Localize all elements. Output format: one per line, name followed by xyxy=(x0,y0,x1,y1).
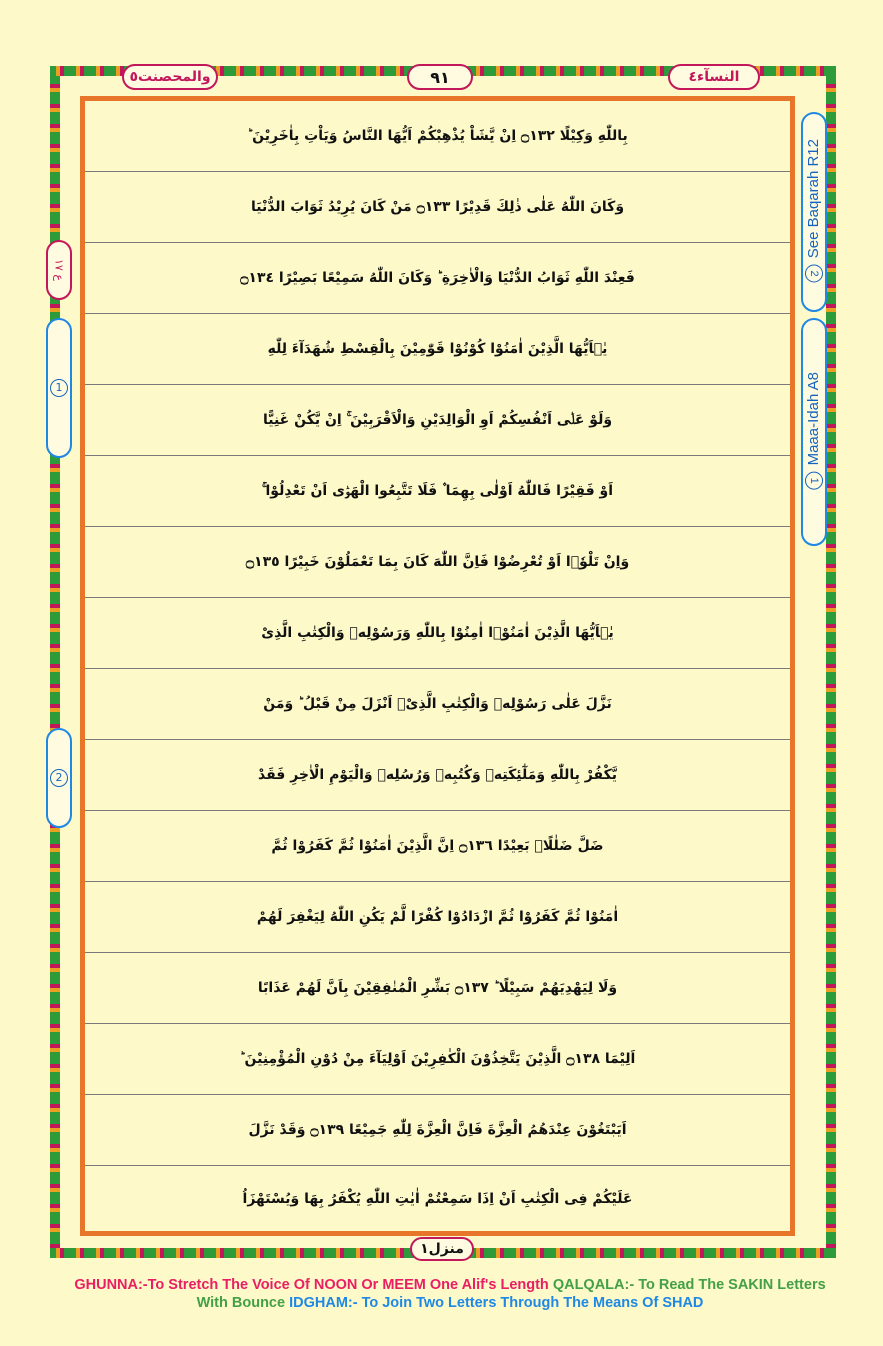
text-frame xyxy=(80,96,795,1236)
note-marker-1: 1 xyxy=(46,318,72,458)
reference-tab-maidah xyxy=(801,318,827,546)
legend-idgham: IDGHAM:- To Join Two Letters Through The Means Of SHAD xyxy=(289,1295,704,1311)
quran-line: اَيَبْتَغُوْنَ عِنْدَهُمُ الْعِزَّةَ فَاِنَّ الْعِزَّةَ لِلّٰهِ جَمِيْعًا ۝١٣٩ وَقَدْ نَزَّلَ xyxy=(85,1095,790,1166)
quran-line: وَلَا لِيَهْدِيَهُمْ سَبِيْلًا ؕ ۝١٣٧ بَشِّرِ الْمُنٰفِقِيْنَ بِاَنَّ لَهُمْ عَذَابًا xyxy=(85,953,790,1024)
tajweed-legend xyxy=(70,1276,830,1312)
ruku-marker: ع ١٧ xyxy=(46,240,72,300)
quran-line: وَكَانَ اللّٰهُ عَلٰى ذٰلِكَ قَدِيْرًا ۝١٣٣ مَنْ كَانَ يُرِيْدُ ثَوَابَ الدُّنْيَا xyxy=(85,172,790,243)
legend-qalqala: QALQALA:- To Read The SAKIN Letters With Bounce xyxy=(196,1277,826,1311)
quran-line: اَوْ فَقِيْرًا فَاللّٰهُ اَوْلٰى بِهِمَا ۫ فَلَا تَتَّبِعُوا الْهَوٰۤى اَنْ تَعْدِلُوْا ۚ xyxy=(85,456,790,527)
ref-number-icon: 2 xyxy=(805,265,823,283)
note-marker-2: 2 xyxy=(46,728,72,828)
reference-tab-baqarah xyxy=(801,112,827,312)
manzil-label: منزل١ xyxy=(410,1237,474,1261)
quran-line: عَلَيْكُمْ فِى الْكِتٰبِ اَنْ اِذَا سَمِعْتُمْ اٰيٰتِ اللّٰهِ يُكْفَرُ بِهَا وَيُسْتَهْزَاُ xyxy=(242,1190,633,1207)
quran-line: ضَلَّ ضَلٰلًاۢ بَعِيْدًا ۝١٣٦ اِنَّ الَّذِيْنَ اٰمَنُوْا ثُمَّ كَفَرُوْا ثُمَّ xyxy=(85,811,790,882)
reference-text: See Baqarah R12 xyxy=(805,139,822,259)
quran-line: يٰۤاَيُّهَا الَّذِيْنَ اٰمَنُوْا كُوْنُوْا قَوّٰمِيْنَ بِالْقِسْطِ شُهَدَآءَ لِلّٰهِ xyxy=(85,314,790,385)
legend-ghunna: GHUNNA:-To Stretch The Voice Of NOON Or MEEM One Alif's Length xyxy=(74,1277,549,1293)
surah-label: النسآء٤ xyxy=(668,64,760,90)
reference-text: Maaa-Idah A8 xyxy=(805,372,822,466)
quran-line: وَلَوْ عَلٰۤى اَنْفُسِكُمْ اَوِ الْوَالِدَيْنِ وَالْاَقْرَبِيْنَ ۚ اِنْ يَّكُنْ غَنِيًّا xyxy=(85,385,790,456)
ref-number-icon: 1 xyxy=(805,472,823,490)
quran-line: اَلِيْمَا ۝١٣٨ الَّذِيْنَ يَتَّخِذُوْنَ الْكٰفِرِيْنَ اَوْلِيَآءَ مِنْ دُوْنِ الْمُؤْمِنِيْنَ ؕ xyxy=(85,1024,790,1095)
quran-line: فَعِنْدَ اللّٰهِ ثَوَابُ الدُّنْيَا وَالْاٰخِرَةِ ؕ وَكَانَ اللّٰهُ سَمِيْعًا بَصِيْرًا ۝١٣٤ xyxy=(85,243,790,314)
quran-line: بِاللّٰهِ وَكِيْلًا ۝١٣٢ اِنْ يَّشَاْ يُذْهِبْكُمْ اَيُّهَا النَّاسُ وَيَاْتِ بِاٰخَرِيْنَ ؕ xyxy=(85,101,790,172)
quran-line: وَاِنْ تَلْوٗۤا اَوْ تُعْرِضُوْا فَاِنَّ اللّٰهَ كَانَ بِمَا تَعْمَلُوْنَ خَبِيْرًا ۝١٣٥ xyxy=(85,527,790,598)
quran-line: نَزَّلَ عَلٰى رَسُوْلِهٖ وَالْكِتٰبِ الَّذِىْۤ اَنْزَلَ مِنْ قَبْلُ ؕ وَمَنْ xyxy=(85,669,790,740)
juz-label: والمحصنت٥ xyxy=(122,64,218,90)
page-number: ٩١ xyxy=(407,64,473,90)
quran-line: يَّكْفُرْ بِاللّٰهِ وَمَلٰٓئِكَتِهٖ وَكُتُبِهٖ وَرُسُلِهٖ وَالْيَوْمِ الْاٰخِرِ فَقَدْ xyxy=(85,740,790,811)
quran-line: اٰمَنُوْا ثُمَّ كَفَرُوْا ثُمَّ ازْدَادُوْا كُفْرًا لَّمْ يَكُنِ اللّٰهُ لِيَغْفِرَ لَهُمْ xyxy=(85,882,790,953)
quran-line: يٰۤاَيُّهَا الَّذِيْنَ اٰمَنُوْۤا اٰمِنُوْا بِاللّٰهِ وَرَسُوْلِهٖ وَالْكِتٰبِ الَّذِىْ xyxy=(85,598,790,669)
